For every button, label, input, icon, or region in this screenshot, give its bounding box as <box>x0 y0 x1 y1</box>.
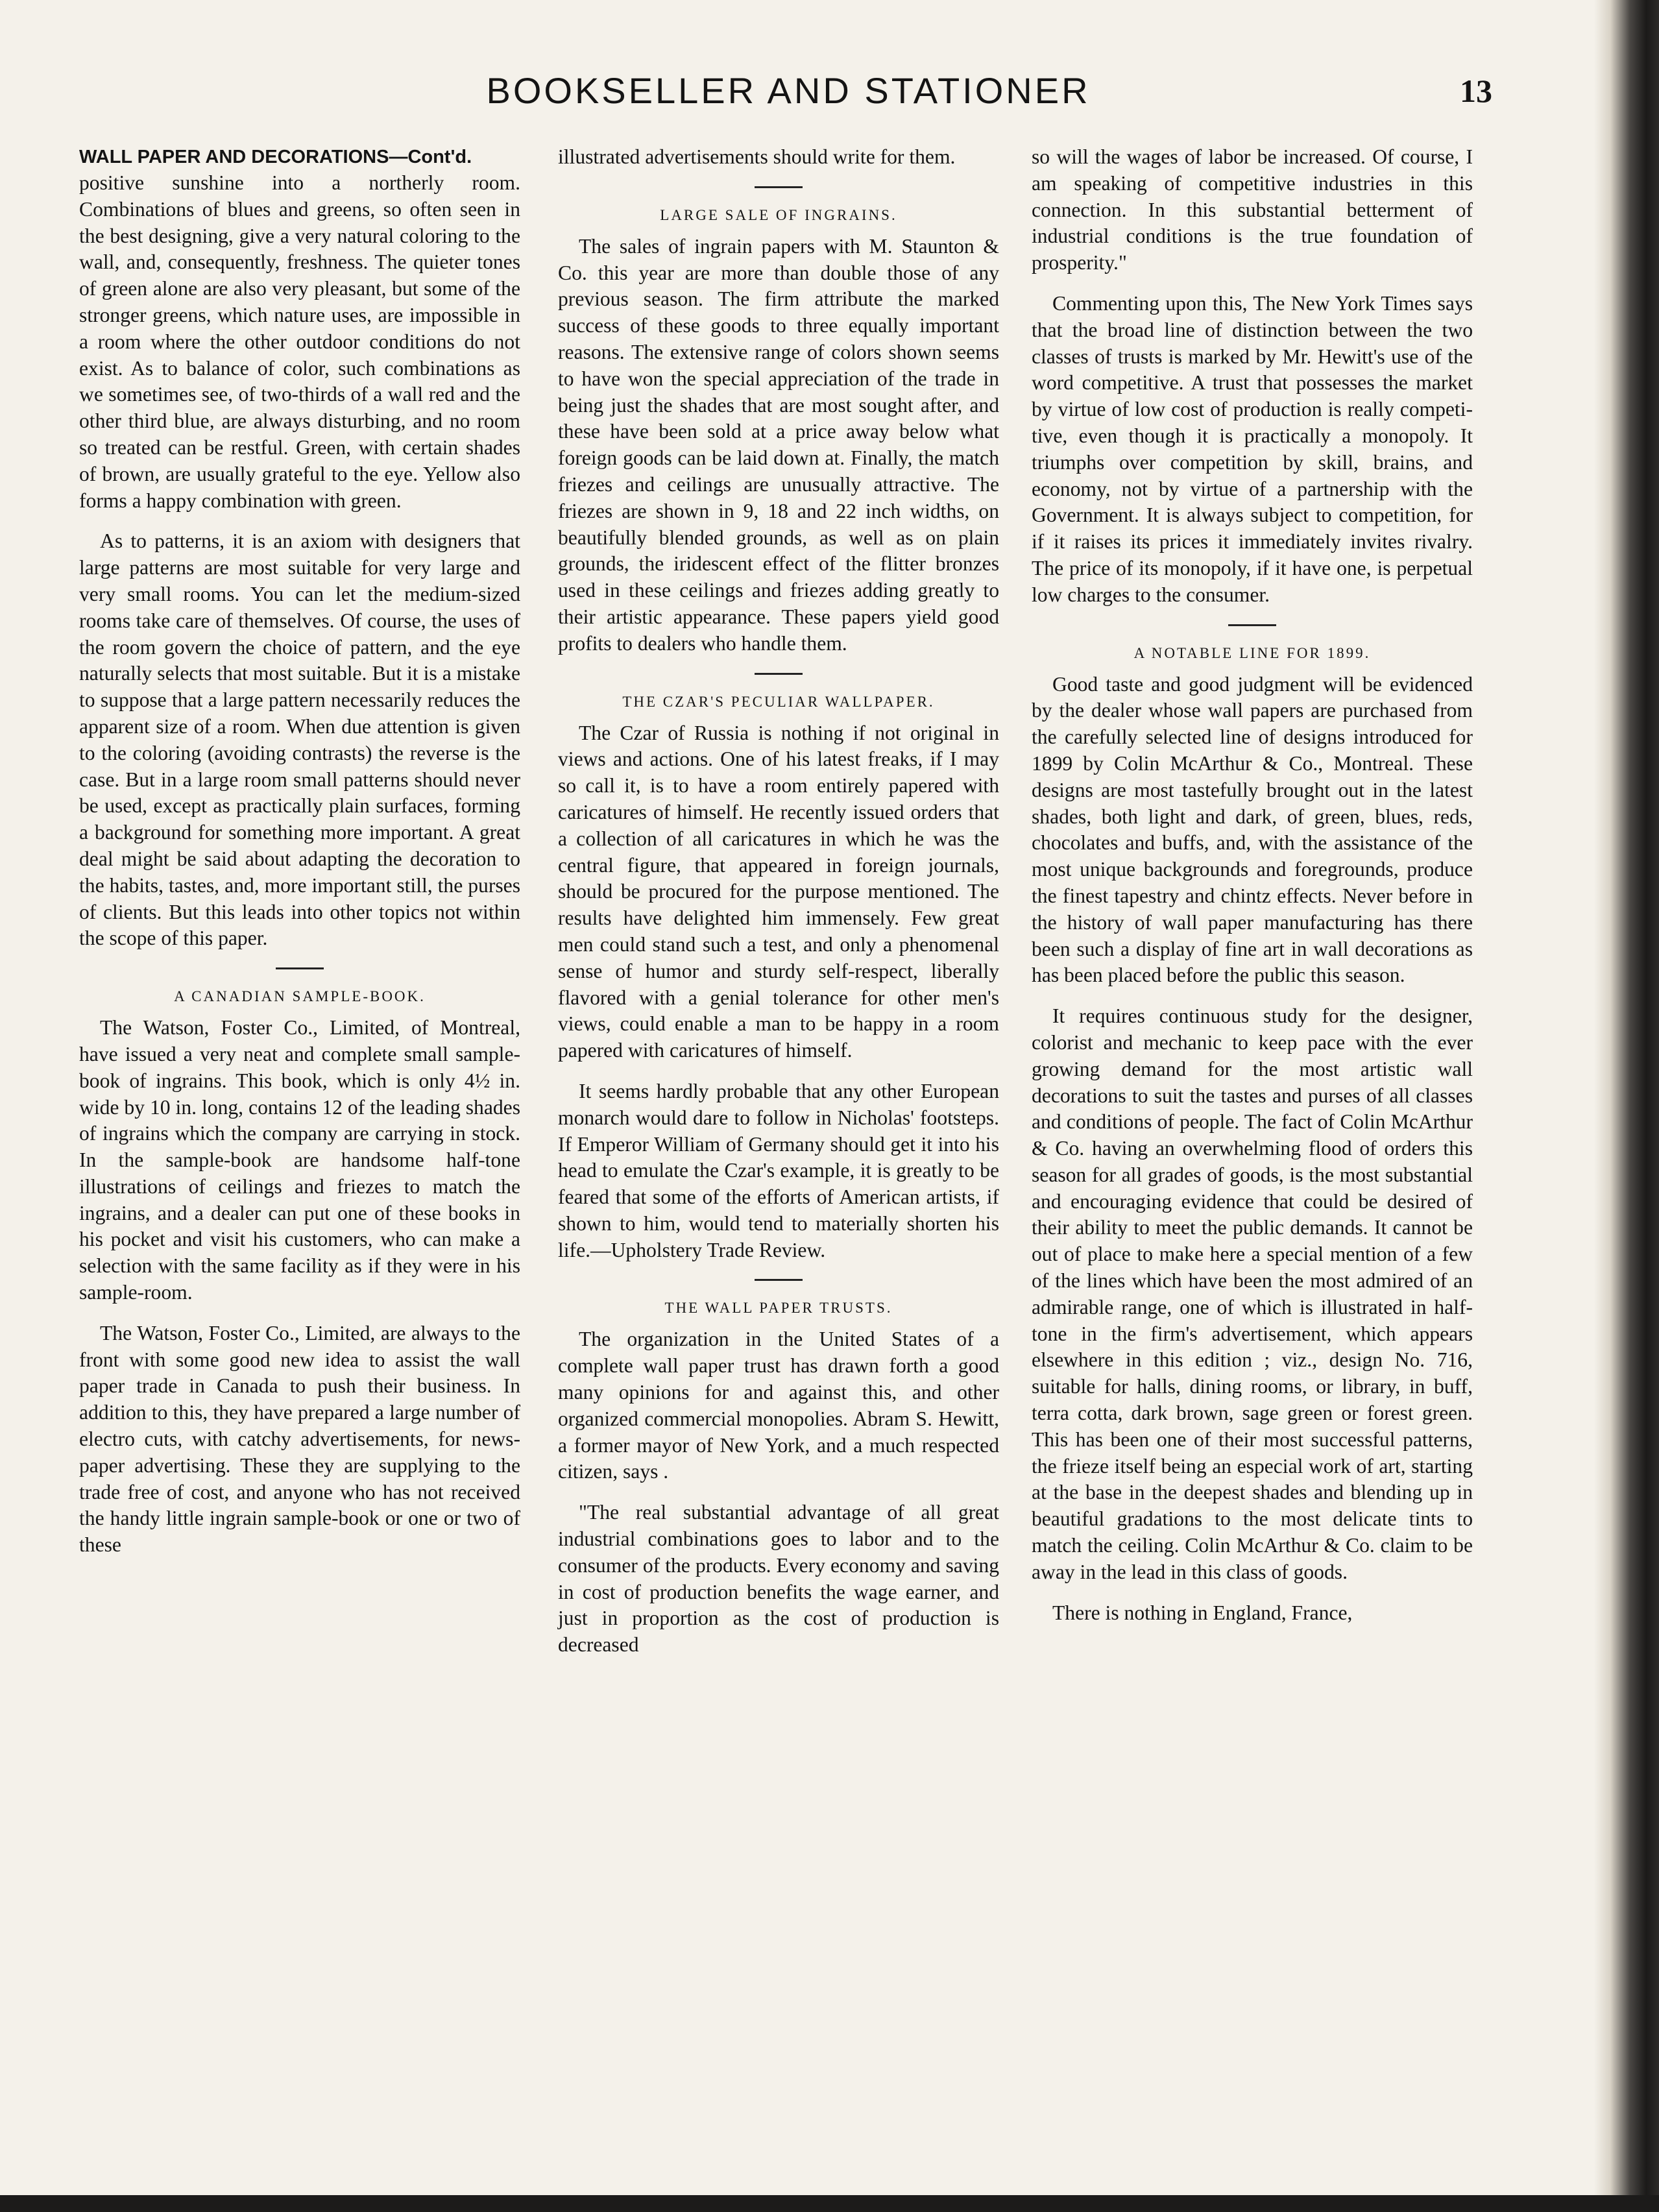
paragraph: illustrated advertisements should write for them. <box>558 145 956 168</box>
page-header <box>0 65 1577 117</box>
section-heading: LARGE SALE OF INGRAINS. <box>660 206 897 223</box>
scan-bottom-border <box>0 2195 1659 2212</box>
section-heading: A CANADIAN SAMPLE-BOOK. <box>174 988 426 1005</box>
paragraph: It requires continuous study for the designer, colorist and mechanic to keep pace with the ever growing demand for the most artistic wall decorations to suit the tastes and purses of all classes and conditions of people. The fact of Colin McArthur & Co. having an overwhelming flood of orders this season for all grades of goods, is the most substantial and encouraging evidence that could be desired of their ability to meet the public demands. It cannot be out of place to make here a special mention of a few of the lines which have been the most admired of an admirable range, one of which is illustrated in half-tone in the firm's advertisement, which appears elsewhere in this edition ; viz., design No. 716, suitable for halls, dining rooms, or library, in buff, terra cotta, dark brown, sage green or forest green. This has been one of their most successful patterns, the frieze itself being an especial work of art, starting at the base in the deepest shades and blending up in beautiful gradations to the most delicate tints to match the ceiling. Colin McArthur & Co. claim to be away in the lead in this class of goods. <box>1032 1004 1473 1583</box>
paragraph: As to patterns, it is an axiom with designers that large patterns are most suitable for very large and very small rooms. You can let the medium-sized rooms take care of themselves. Of course, the uses of the room govern the choice of pattern, and the eye naturally selects that most suitable. But it is a mistake to suppose that a large pattern necessarily reduces the apparent size of a room. When due attention is given to the coloring (avoiding contrasts) the reverse is the case. But in a large room small patterns should never be used, except as practically plain surfaces, forming a background for something more important. A great deal might be said about adapting the decoration to the habits, tastes, and, more important still, the purses of clients. But this leads into other topics not within the scope of this paper. <box>79 529 520 950</box>
paragraph: The organization in the United States of a complete wall paper trust has drawn forth a good many opinions for and against this, and other organized commercial monopolies. Abram S. Hewitt, a former mayor of New York, and a much respected citizen, says . <box>558 1328 999 1483</box>
page-number: 13 <box>1460 73 1492 109</box>
paragraph: The sales of ingrain papers with M. Staunton & Co. this year are more than double those of any previous season. The firm attribute the marked success of these goods to three equally important reasons. The extensive range of colors shown seems to have won the special appreciation of the trade in being just the shades that are most sought after, and these have been sold at a price away below what foreign goods can be laid down at. Finally, the match friezes and ceilings are unusually attractive. The friezes are shown in 9, 18 and 22 inch widths, on beautifully blended grounds, as well as on plain grounds, the iridescent effect of the flitter bronzes used in these ceilings and friezes adding greatly to their artistic appearance. These papers yield good profits to dealers who handle them. <box>558 234 999 655</box>
section-heading: A NOTABLE LINE FOR 1899. <box>1133 644 1371 661</box>
paragraph: Commenting upon this, The New York Times says that the broad line of distinction between the two classes of trusts is marked by Mr. Hewitt's use of the word competitive. A trust that possesses the market by virtue of low cost of production is really competitive, even though it is practically a monopoly. It triumphs over competition by skill, brains, and economy, not by virtue of a partnership with the Government. It is always subject to competition, for if it raises its prices it immediately invites rivalry. The price of its monopoly, if it have one, is perpetual low charges to the consumer. <box>1032 291 1473 606</box>
paragraph: so will the wages of labor be increased. Of course, I am speaking of competitive industries in this connection. In this substantial betterment of industrial conditions is the true foundation of prosperity." <box>1032 145 1473 274</box>
paragraph: Good taste and good judgment will be evidenced by the dealer whose wall papers are purchased from the carefully selected line of designs introduced for 1899 by Colin McArthur & Co., Montreal. These designs are most tastefully brought out in the latest shades, both light and dark, of green, blues, reds, chocolates and buffs, and, with the assistance of the most unique backgrounds and foregrounds, produce the finest tapestry and chintz effects. Never before in the history of wall paper manufacturing has there been such a display of fine art in wall decorations as has been placed before the public this season. <box>1032 672 1473 987</box>
section-divider <box>755 673 803 675</box>
publication-title: BOOKSELLER AND STATIONER <box>486 70 1091 111</box>
section-divider <box>755 1279 803 1281</box>
column-1 <box>79 144 520 1573</box>
paragraph: The Watson, Foster Co., Limited, of Montreal, have issued a very neat and complete small sample-book of ingrains. This book, which is only 4½ in. wide by 10 in. long, contains 12 of the leading shades of ingrains which the company are carrying in stock. In the sample-book are handsome half-tone illustrations of ceilings and friezes to match the ingrains, and a dealer can put one of these books in his pocket and visit his customers, who can make a selection with the same facility as if they were in his sample-room. <box>79 1016 520 1304</box>
section-divider <box>1228 624 1276 626</box>
paragraph: The Watson, Foster Co., Limited, are always to the front with some good new idea to assist the wall paper trade in Canada to push their business. In addition to this, they have prepared a large number of electro cuts, with catchy advertisements, for newspaper advertising. These they are supplying to the trade free of cost, and anyone who has not received the handy little ingrain sample-book or one or two of these <box>79 1321 520 1557</box>
paragraph: It seems hardly probable that any other European monarch would dare to follow in Nicholas' footsteps. If Emperor William of Germany should get it into his head to emulate the Czar's example, it is greatly to be feared that some of the efforts of American artists, if shown to him, would tend to materially shorten his life.—Upholstery Trade Review. <box>558 1079 999 1261</box>
scanned-page-edge <box>1594 0 1659 2212</box>
paragraph: "The real substantial advantage of all great industrial combinations goes to labor and to the consumer of the products. Every economy and saving in cost of production benefits the wage earner, and just in proportion as the cost of production is decreased <box>558 1501 999 1657</box>
paragraph: positive sunshine into a northerly room. Combinations of blues and greens, so often seen in the best designing, give a very natural coloring to the wall, and, consequently, freshness. The quieter tones of green alone are also very pleasant, but some of the stronger greens, which nature uses, are impossible in a room where the other outdoor conditions do not exist. As to balance of color, such combinations as we sometimes see, of two-thirds of a wall red and the other third blue, are always disturbing, and no room so treated can be restful. Green, with certain shades of brown, are usually grateful to the eye. Yellow also forms a happy combination with green. <box>79 171 520 512</box>
running-head: WALL PAPER AND DECORATIONS—Cont'd. <box>79 147 472 167</box>
section-divider <box>755 186 803 188</box>
section-divider <box>276 967 324 969</box>
column-2 <box>558 144 999 1673</box>
paragraph: The Czar of Russia is nothing if not original in views and actions. One of his latest freaks, if I may so call it, is to have a room entirely papered with caricatures of himself. He recently issued orders that a collection of all caricatures in which he was the central figure, that appeared in foreign journals, should be procured for the purpose mentioned. The results have delighted him immensely. Few great men could stand such a test, and only a phenomenal sense of humor and sturdy self-respect, liberally flavored with a genial tolerance for other men's views, could enable a man to be happy in a room papered with caricatures of himself. <box>558 721 999 1062</box>
column-3 <box>1032 144 1473 1640</box>
section-heading: THE CZAR'S PECULIAR WALLPAPER. <box>622 693 935 710</box>
section-heading: THE WALL PAPER TRUSTS. <box>664 1300 893 1317</box>
paragraph: There is nothing in England, France, <box>1052 1601 1353 1624</box>
